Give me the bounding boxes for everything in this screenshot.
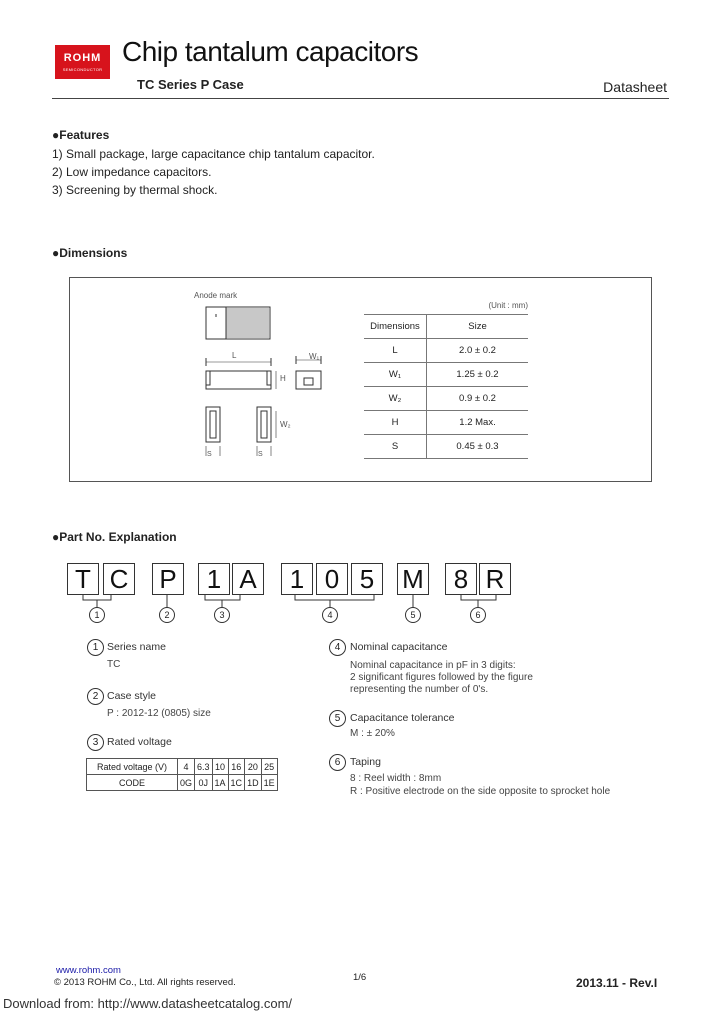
dim-label-w1: W₁ xyxy=(309,352,320,361)
item-number-6: 6 xyxy=(329,754,346,771)
taping-line: R : Positive electrode on the side opposite to sprocket hole xyxy=(350,786,611,797)
rv-code-label-cell: CODE xyxy=(87,775,178,791)
copyright-text: © 2013 ROHM Co., Ltd. All rights reserved. xyxy=(54,977,236,988)
case-style-value: P : 2012-12 (0805) size xyxy=(107,708,211,719)
rated-voltage-title: Rated voltage xyxy=(107,736,172,748)
rated-voltage-table xyxy=(86,758,278,791)
marker-circle: 5 xyxy=(405,607,421,623)
dimensions-table xyxy=(364,314,528,459)
features-heading: ●Features xyxy=(52,128,110,142)
capacitance-tolerance-value: M : ± 20% xyxy=(350,728,395,739)
part-no-heading: ●Part No. Explanation xyxy=(52,530,177,544)
item-number-2: 2 xyxy=(87,688,104,705)
table-row xyxy=(364,435,528,459)
dim-name-cell: H xyxy=(364,411,427,435)
table-row xyxy=(87,775,278,791)
marker-circle: 1 xyxy=(89,607,105,623)
item-number-1: 1 xyxy=(87,639,104,656)
series-subtitle: TC Series P Case xyxy=(137,77,244,92)
dim-name-cell: W₁ xyxy=(364,363,427,387)
dim-name-cell: S xyxy=(364,435,427,459)
rv-code-cell: 1E xyxy=(261,775,277,791)
dim-name-cell: W₂ xyxy=(364,387,427,411)
rv-value-cell: 10 xyxy=(212,759,228,775)
part-char-box: C xyxy=(103,563,135,595)
dimensions-heading: ●Dimensions xyxy=(52,246,128,260)
item-number-3: 3 xyxy=(87,734,104,751)
rv-code-cell: 1C xyxy=(228,775,245,791)
dim-size-cell: 1.2 Max. xyxy=(427,411,529,435)
item-number-5: 5 xyxy=(329,710,346,727)
dim-label-h: H xyxy=(280,374,286,383)
dim-label-s-left: S xyxy=(207,451,212,458)
table-row xyxy=(87,759,278,775)
nominal-capacitance-line: representing the number of 0's. xyxy=(350,684,489,695)
rv-value-cell: 6.3 xyxy=(195,759,213,775)
dim-label-s-right: S xyxy=(258,451,263,458)
item-number-4: 4 xyxy=(329,639,346,656)
taping-line: 8 : Reel width : 8mm xyxy=(350,773,442,784)
rv-header-cell: Rated voltage (V) xyxy=(87,759,178,775)
dim-name-cell: L xyxy=(364,339,427,363)
table-header-cell: Dimensions xyxy=(364,315,427,339)
doc-type-label: Datasheet xyxy=(603,79,667,95)
dim-size-cell: 0.45 ± 0.3 xyxy=(427,435,529,459)
feature-item: 2) Low impedance capacitors. xyxy=(52,165,212,179)
rv-value-cell: 25 xyxy=(261,759,277,775)
table-header-row xyxy=(364,315,528,339)
page-title: Chip tantalum capacitors xyxy=(122,36,419,67)
rv-value-cell: 4 xyxy=(178,759,195,775)
dimension-drawing xyxy=(190,300,370,470)
part-char-box: T xyxy=(67,563,99,595)
dim-label-w2: W₂ xyxy=(280,420,291,429)
logo-text: ROHM xyxy=(63,52,102,64)
dim-size-cell: 1.25 ± 0.2 xyxy=(427,363,529,387)
part-char-box: P xyxy=(152,563,184,595)
part-char-box: 5 xyxy=(351,563,383,595)
dim-size-cell: 0.9 ± 0.2 xyxy=(427,387,529,411)
header-divider xyxy=(52,98,669,99)
rv-code-cell: 1A xyxy=(212,775,228,791)
marker-circle: 4 xyxy=(322,607,338,623)
feature-item: 1) Small package, large capacitance chip tantalum capacitor. xyxy=(52,147,375,161)
table-header-cell: Size xyxy=(427,315,529,339)
series-name-title: Series name xyxy=(107,641,166,653)
rohm-website-link[interactable]: www.rohm.com xyxy=(56,965,121,976)
part-char-box: A xyxy=(232,563,264,595)
marker-circle: 3 xyxy=(214,607,230,623)
table-row xyxy=(364,411,528,435)
download-source-link[interactable]: Download from: http://www.datasheetcatalog.com/ xyxy=(3,996,293,1011)
rohm-logo xyxy=(55,45,110,79)
part-char-box: 1 xyxy=(198,563,230,595)
nominal-capacitance-line: 2 significant figures followed by the figure xyxy=(350,672,533,683)
part-char-box: 8 xyxy=(445,563,477,595)
rv-code-cell: 0J xyxy=(195,775,213,791)
rv-code-cell: 0G xyxy=(178,775,195,791)
case-style-title: Case style xyxy=(107,690,157,702)
part-char-box: 0 xyxy=(316,563,348,595)
feature-item: 3) Screening by thermal shock. xyxy=(52,183,218,197)
dim-size-cell: 2.0 ± 0.2 xyxy=(427,339,529,363)
table-row xyxy=(364,339,528,363)
dim-label-l: L xyxy=(232,351,237,360)
rv-value-cell: 16 xyxy=(228,759,245,775)
logo-subtext: SEMICONDUCTOR xyxy=(62,67,103,72)
rv-value-cell: 20 xyxy=(245,759,262,775)
capacitance-tolerance-title: Capacitance tolerance xyxy=(350,712,455,724)
marker-circle: 2 xyxy=(159,607,175,623)
part-char-box: M xyxy=(397,563,429,595)
page-number: 1/6 xyxy=(353,972,367,983)
series-name-value: TC xyxy=(107,659,121,670)
nominal-capacitance-title: Nominal capacitance xyxy=(350,641,448,653)
date-revision: 2013.11 - Rev.I xyxy=(576,976,658,990)
unit-label: (Unit : mm) xyxy=(488,301,528,310)
taping-title: Taping xyxy=(350,756,381,768)
part-char-box: 1 xyxy=(281,563,313,595)
table-row xyxy=(364,363,528,387)
anode-mark-label: Anode mark xyxy=(194,291,238,300)
nominal-capacitance-line: Nominal capacitance in pF in 3 digits: xyxy=(350,660,516,671)
table-row xyxy=(364,387,528,411)
rv-code-cell: 1D xyxy=(245,775,262,791)
marker-circle: 6 xyxy=(470,607,486,623)
part-char-box: R xyxy=(479,563,511,595)
